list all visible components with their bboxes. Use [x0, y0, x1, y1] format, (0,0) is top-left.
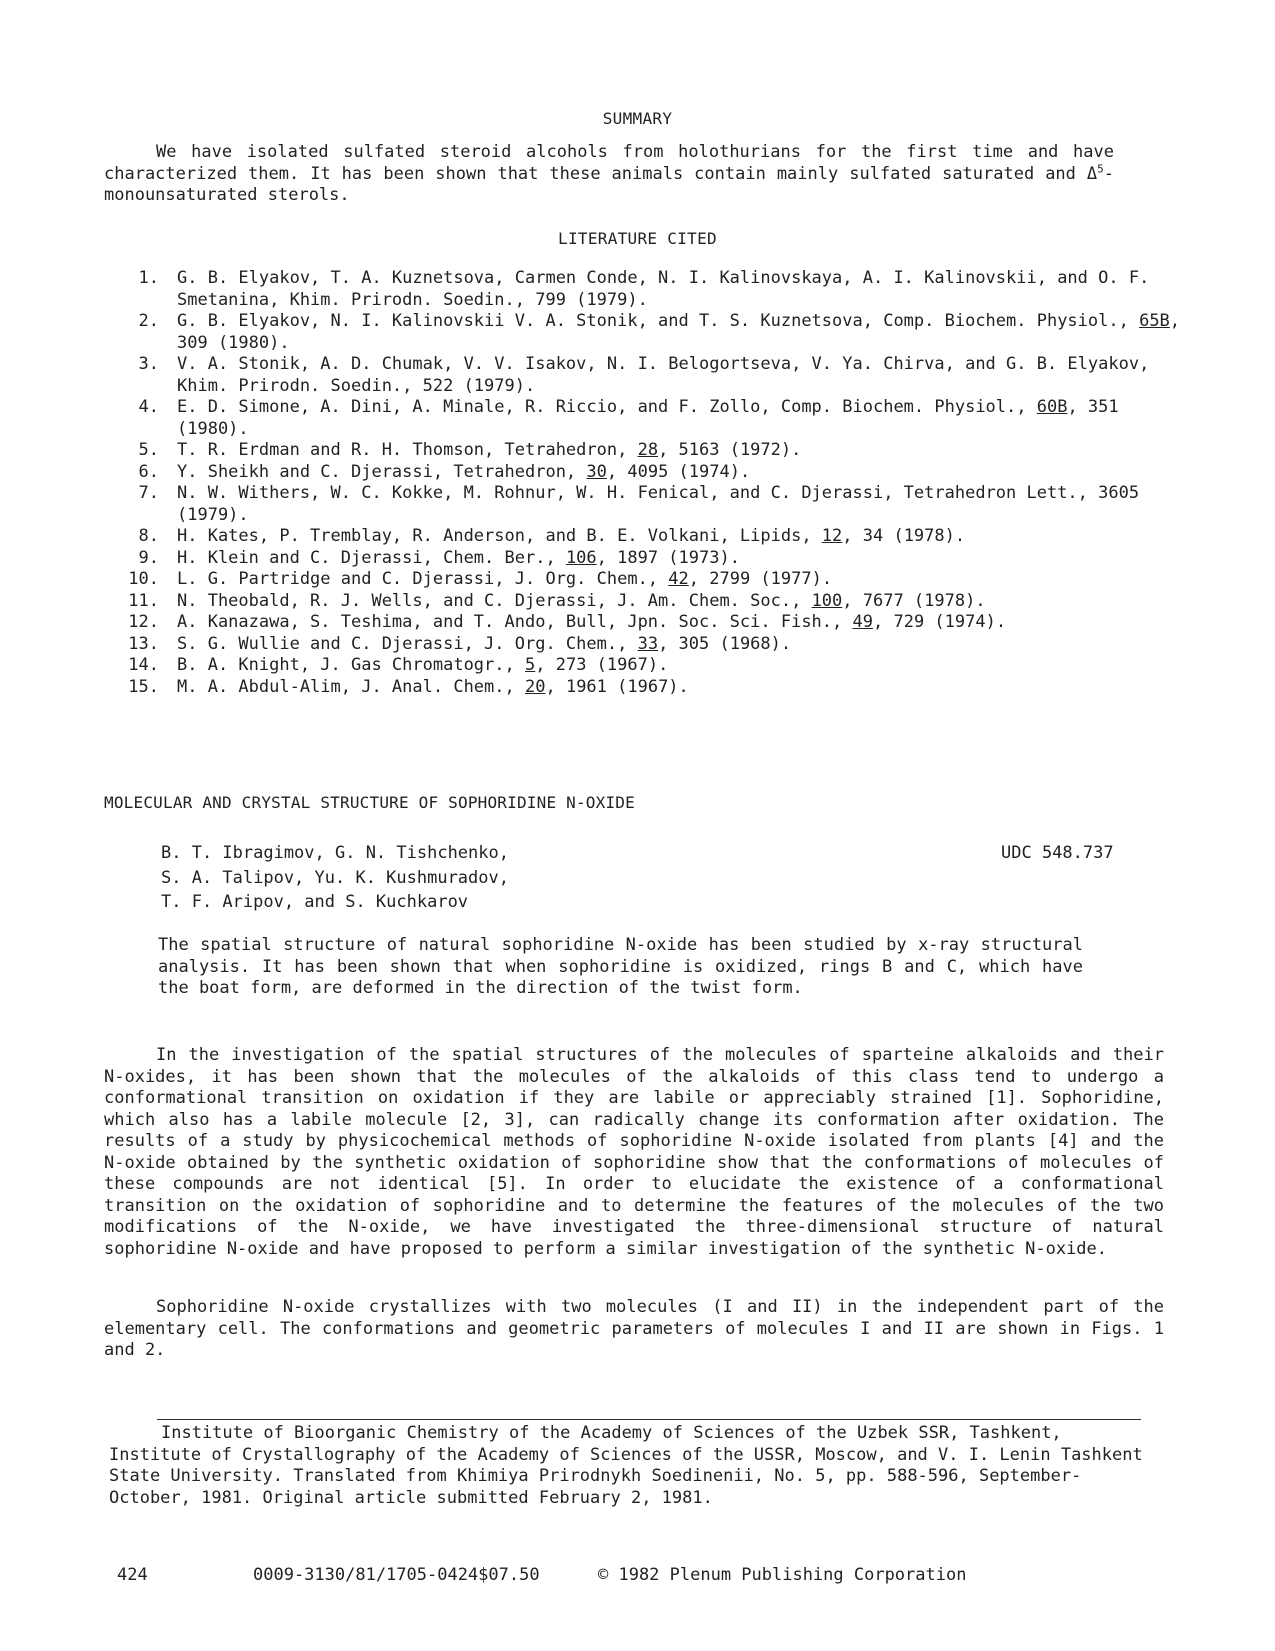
reference-volume: 12 — [821, 526, 843, 546]
reference-item — [104, 591, 1184, 613]
reference-volume: 5 — [525, 655, 536, 675]
reference-item — [104, 548, 1184, 570]
reference-number: 9. — [138, 547, 159, 568]
author-list — [161, 843, 509, 917]
reference-citation: T. R. Erdman and R. H. Thomson, Tetrahedron, — [177, 440, 638, 460]
reference-text — [177, 548, 1184, 570]
reference-volume: 33 — [637, 633, 659, 654]
reference-pages-year: , 309 (1980). — [177, 311, 1181, 353]
reference-number: 14. — [128, 655, 159, 675]
reference-citation: A. Kanazawa, S. Teshima, and T. Ando, Bull, Jpn. Soc. Sci. Fish., — [177, 612, 853, 632]
reference-citation: B. A. Knight, J. Gas Chromatogr., — [177, 655, 525, 675]
reference-volume: 20 — [525, 676, 546, 697]
author-line: T. F. Aripov, and S. Kuchkarov — [161, 892, 469, 912]
body-paragraph-2: Sophoridine N-oxide crystallizes with two molecules (I and II) in the independent part of the elementary cell. The conformations and geometric parameters of molecules I and II are shown in Figs. 1 and 2. — [104, 1297, 1164, 1360]
article-title: MOLECULAR AND CRYSTAL STRUCTURE OF SOPHORIDINE N-OXIDE — [104, 793, 635, 812]
reference-item — [104, 354, 1184, 397]
footnote-divider — [157, 1419, 1141, 1420]
reference-number: 7. — [138, 483, 159, 503]
reference-citation: H. Kates, P. Tremblay, R. Anderson, and B. E. Volkani, Lipids, — [177, 526, 822, 546]
literature-heading: LITERATURE CITED — [558, 229, 717, 248]
page-number: 424 — [117, 1565, 148, 1585]
reference-pages-year: , 273 (1967). — [535, 655, 669, 675]
reference-text — [177, 311, 1184, 354]
reference-number: 3. — [138, 354, 159, 374]
summary-superscript: 5 — [1097, 161, 1104, 175]
reference-text: N. W. Withers, W. C. Kokke, M. Rohnur, W. H. Fenical, and C. Djerassi, Tetrahedron Lett., 3605 (1979). — [177, 483, 1140, 525]
reference-number: 11. — [128, 590, 159, 611]
reference-volume: 100 — [811, 590, 843, 611]
reference-pages-year: , 34 (1978). — [842, 526, 966, 546]
reference-number: 4. — [138, 397, 159, 417]
reference-text — [177, 677, 1184, 699]
reference-number: 15. — [128, 676, 159, 697]
reference-item — [104, 634, 1184, 656]
reference-number: 5. — [138, 440, 159, 460]
reference-text — [177, 634, 1184, 656]
reference-text — [177, 591, 1184, 613]
reference-volume: 60B — [1036, 397, 1068, 417]
reference-pages-year: , 2799 (1977). — [688, 569, 833, 589]
copyright: © 1982 Plenum Publishing Corporation — [598, 1565, 967, 1585]
reference-pages-year: , 7677 (1978). — [842, 590, 986, 611]
reference-item — [104, 462, 1184, 484]
body-paragraph-1: In the investigation of the spatial structures of the molecules of sparteine alkaloids and their N-oxides, it has been shown that the molecules of the alkaloids of this class tend to undergo a conformational transition on oxidation if they are labile or appreciably strained [1]. Sophoridine, which also has a labile molecule [2, 3], can radically change its conformation after oxidation. The results of a study by physicochemical methods of sophoridine N-oxide isolated from plants [4] and the N-oxide obtained by the synthetic oxidation of sophoridine show that the conformations of molecules of these compounds are not identical [5]. In order to elucidate the existence of a conformational transition on the oxidation of sophoridine and to determine the features of the molecules of the two modifications of the N-oxide, we have investigated the three-dimensional structure of natural sophoridine N-oxide and have proposed to perform a similar investigation of the synthetic N-oxide. — [104, 1045, 1164, 1259]
abstract: The spatial structure of natural sophoridine N-oxide has been studied by x-ray structural analysis. It has been shown that when sophoridine is oxidized, rings B and C, which have the boat form, are deformed in the direction of the twist form. — [158, 935, 1083, 998]
udc-code: UDC 548.737 — [1001, 843, 1114, 863]
reference-pages-year: , 5163 (1972). — [658, 440, 802, 460]
reference-citation: M. A. Abdul-Alim, J. Anal. Chem., — [177, 676, 525, 697]
reference-text — [177, 612, 1184, 634]
reference-text — [177, 397, 1184, 440]
reference-pages-year: , 729 (1974). — [873, 612, 1007, 632]
reference-item — [104, 569, 1184, 591]
reference-item — [104, 311, 1184, 354]
reference-number: 2. — [138, 311, 159, 331]
summary-heading: SUMMARY — [602, 109, 673, 128]
reference-text — [177, 569, 1184, 591]
reference-number: 13. — [128, 633, 159, 654]
reference-number: 1. — [138, 268, 159, 288]
reference-pages-year: , 1961 (1967). — [545, 676, 689, 697]
author-line: B. T. Ibragimov, G. N. Tishchenko, — [161, 843, 509, 863]
reference-citation: E. D. Simone, A. Dini, A. Minale, R. Riccio, and F. Zollo, Comp. Biochem. Physiol., — [177, 397, 1037, 417]
reference-list — [104, 268, 1184, 698]
summary-text-post: -monounsaturated sterols. — [104, 163, 1114, 205]
author-line: S. A. Talipov, Yu. K. Kushmuradov, — [161, 867, 509, 888]
reference-text — [177, 526, 1184, 548]
reference-text: G. B. Elyakov, T. A. Kuznetsova, Carmen Conde, N. I. Kalinovskaya, A. I. Kalinovskii, and O. F. Smetanina, Khim. Prirodn. Soedin., 799 (1979). — [177, 268, 1150, 310]
reference-item — [104, 397, 1184, 440]
reference-item — [104, 268, 1184, 311]
summary-paragraph — [104, 142, 1114, 207]
reference-citation: H. Klein and C. Djerassi, Chem. Ber., — [177, 547, 566, 568]
reference-item — [104, 483, 1184, 526]
reference-item — [104, 677, 1184, 699]
reference-citation: Y. Sheikh and C. Djerassi, Tetrahedron, — [177, 461, 587, 482]
reference-citation: L. G. Partridge and C. Djerassi, J. Org. Chem., — [177, 569, 669, 589]
reference-number: 10. — [128, 569, 159, 589]
reference-pages-year: , 1897 (1973). — [596, 547, 740, 568]
reference-volume: 28 — [637, 440, 659, 460]
reference-number: 12. — [128, 612, 159, 632]
reference-item — [104, 655, 1184, 677]
reference-text — [177, 462, 1184, 484]
reference-item — [104, 526, 1184, 548]
reference-pages-year: , 351 (1980). — [177, 397, 1119, 439]
reference-pages-year: , 4095 (1974). — [606, 461, 751, 482]
journal-code: 0009-3130/81/1705-0424$07.50 — [253, 1565, 540, 1585]
reference-text — [177, 440, 1184, 462]
reference-volume: 106 — [565, 547, 597, 568]
reference-volume: 49 — [852, 612, 873, 632]
affiliation-footnote: Institute of Bioorganic Chemistry of the Academy of Sciences of the Uzbek SSR, Tashkent, Institute of Crystallography of the Academy of Sciences of the USSR, Moscow, and V. I. Lenin Tashkent State University. Translated from Khimiya Prirodnykh Soedinenii, No. 5, pp. 588-596, September-October, 1981. Original article submitted February 2, 1981. — [109, 1423, 1143, 1508]
summary-text-pre: We have isolated sulfated steroid alcohols from holothurians for the first time and have characterized them. It has been shown that these animals contain mainly sulfated saturated and Δ — [104, 142, 1114, 184]
reference-volume: 65B — [1139, 311, 1170, 331]
reference-citation: S. G. Wullie and C. Djerassi, J. Org. Chem., — [177, 633, 638, 654]
reference-pages-year: , 305 (1968). — [658, 633, 792, 654]
reference-text: V. A. Stonik, A. D. Chumak, V. V. Isakov, N. I. Belogortseva, V. Ya. Chirva, and G. B. Elyakov, Khim. Prirodn. Soedin., 522 (1979). — [177, 354, 1150, 396]
reference-number: 6. — [138, 461, 159, 482]
reference-volume: 42 — [668, 569, 689, 589]
reference-item — [104, 440, 1184, 462]
reference-citation: G. B. Elyakov, N. I. Kalinovskii V. A. Stonik, and T. S. Kuznetsova, Comp. Biochem. Physiol., — [177, 311, 1140, 331]
reference-item — [104, 612, 1184, 634]
reference-volume: 30 — [586, 461, 607, 482]
reference-citation: N. Theobald, R. J. Wells, and C. Djerassi, J. Am. Chem. Soc., — [177, 590, 812, 611]
reference-number: 8. — [138, 526, 159, 546]
reference-text — [177, 655, 1184, 677]
